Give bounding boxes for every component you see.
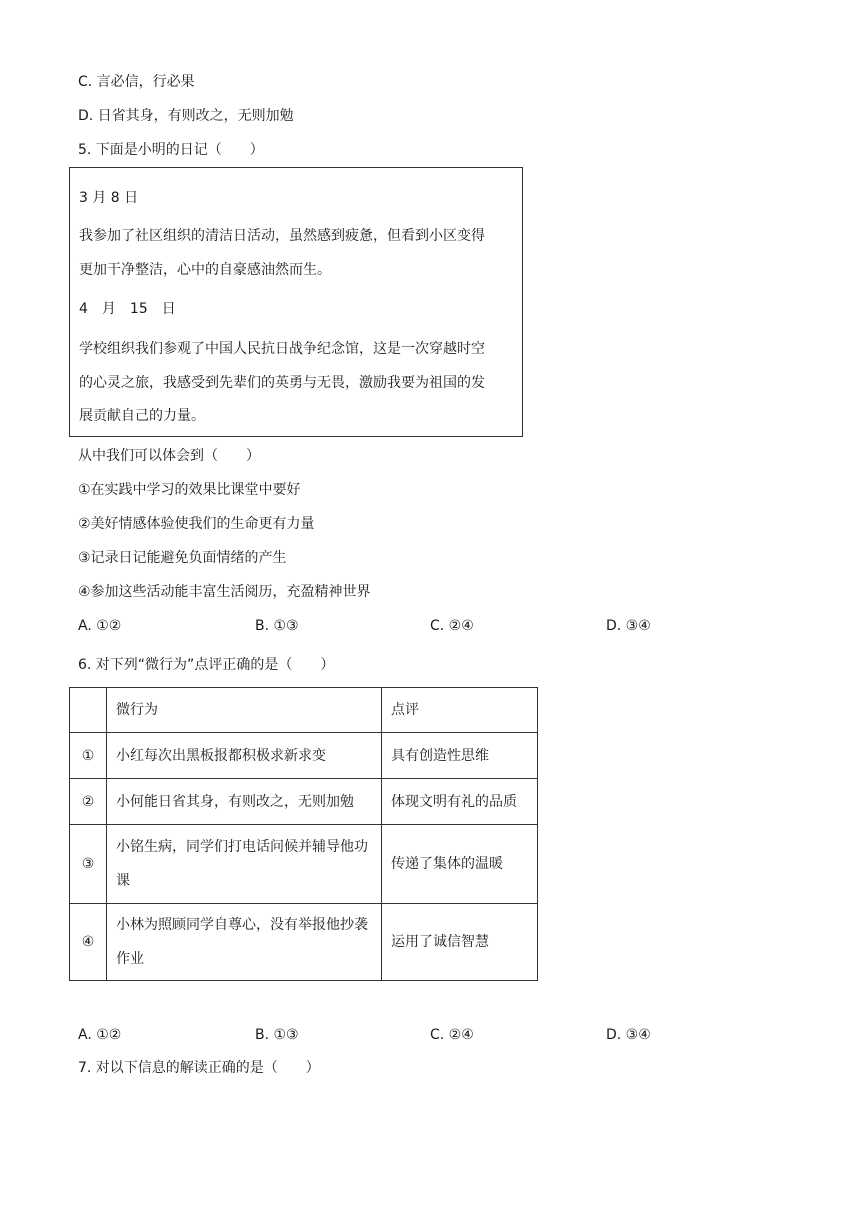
row-behavior: 小何能日省其身，有则改之，无则加勉 <box>107 779 382 825</box>
row-number: ② <box>70 779 107 825</box>
question-6-stem: 6. 对下列“微行为”点评正确的是（ ） <box>78 657 335 673</box>
diary-entry1-date: 3 月 8 日 <box>79 190 139 206</box>
statement-2: ②美好情感体验使我们的生命更有力量 <box>78 516 315 532</box>
question-7-stem: 7. 对以下信息的解读正确的是（ ） <box>78 1060 320 1076</box>
statement-3: ③记录日记能避免负面情绪的产生 <box>78 550 287 566</box>
row-number: ④ <box>70 904 107 981</box>
option-c-previous: C. 言必信，行必果 <box>78 74 195 90</box>
row-behavior: 小铭生病，同学们打电话问候并辅导他功课 <box>107 825 382 904</box>
table-row <box>70 779 538 825</box>
micro-behavior-table <box>69 687 538 981</box>
option-d-previous: D. 日省其身，有则改之，无则加勉 <box>78 108 294 124</box>
row-comment: 体现文明有礼的品质 <box>382 779 538 825</box>
header-cell-num <box>70 688 107 733</box>
q5-option-d[interactable]: D. ③④ <box>606 618 651 634</box>
table-row <box>70 904 538 981</box>
q6-option-d[interactable]: D. ③④ <box>606 1027 651 1043</box>
question-5-stem: 5. 下面是小明的日记（ ） <box>78 142 264 158</box>
statement-4: ④参加这些活动能丰富生活阅历，充盈精神世界 <box>78 584 371 600</box>
diary-entry2-line2: 的心灵之旅，我感受到先辈们的英勇与无畏，激励我要为祖国的发 <box>79 375 485 391</box>
q6-option-b[interactable]: B. ①③ <box>255 1027 299 1043</box>
q6-option-c[interactable]: C. ②④ <box>430 1027 474 1043</box>
row-number: ③ <box>70 825 107 904</box>
row-comment: 具有创造性思维 <box>382 733 538 779</box>
q6-option-a[interactable]: A. ①② <box>78 1027 122 1043</box>
q5-option-c[interactable]: C. ②④ <box>430 618 474 634</box>
diary-entry2-line1: 学校组织我们参观了中国人民抗日战争纪念馆，这是一次穿越时空 <box>79 341 485 357</box>
question-5-prompt: 从中我们可以体会到（ ） <box>78 448 260 464</box>
row-comment: 运用了诚信智慧 <box>382 904 538 981</box>
table-row <box>70 733 538 779</box>
q5-option-b[interactable]: B. ①③ <box>255 618 299 634</box>
diary-entry1-line2: 更加干净整洁，心中的自豪感油然而生。 <box>79 262 331 278</box>
row-behavior: 小林为照顾同学自尊心，没有举报他抄袭作业 <box>107 904 382 981</box>
diary-entry2-line3: 展贡献自己的力量。 <box>79 408 205 424</box>
table-row <box>70 825 538 904</box>
diary-box <box>69 167 523 437</box>
header-cell-behavior: 微行为 <box>107 688 382 733</box>
diary-entry2-date: 4 月 15 日 <box>79 301 176 317</box>
q5-option-a[interactable]: A. ①② <box>78 618 122 634</box>
header-cell-comment: 点评 <box>382 688 538 733</box>
diary-entry1-line1: 我参加了社区组织的清洁日活动，虽然感到疲惫，但看到小区变得 <box>79 228 485 244</box>
row-number: ① <box>70 733 107 779</box>
row-behavior: 小红每次出黑板报都积极求新求变 <box>107 733 382 779</box>
statement-1: ①在实践中学习的效果比课堂中要好 <box>78 482 301 498</box>
row-comment: 传递了集体的温暖 <box>382 825 538 904</box>
table-header-row <box>70 688 538 733</box>
